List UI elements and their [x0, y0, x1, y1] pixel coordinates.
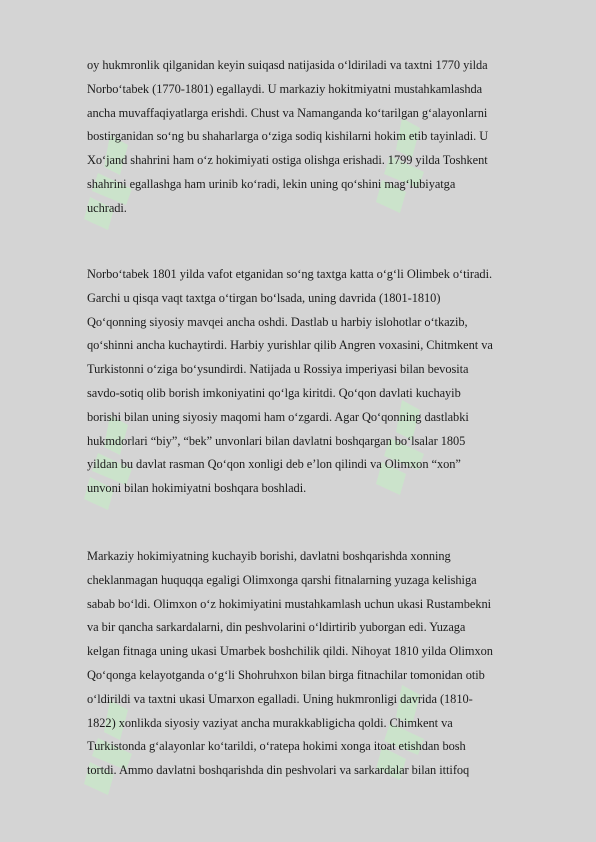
- text-line: sabab bo‘ldi. Olimxon o‘z hokimiyatini mustahkamlash uchun ukasi Rustambekni: [87, 596, 492, 611]
- text-line: oy hukmronlik qilganidan keyin suiqasd natijasida o‘ldiriladi va taxtni 1770 yilda: [87, 58, 488, 72]
- paragraph-3: [87, 545, 552, 783]
- text-line: o‘ldirildi va taxtni ukasi Umarxon egalladi. Uning hukmronligi davrida (1810-: [87, 691, 473, 706]
- text-line: savdo-sotiq olib borish imkoniyatini qo‘lga kiritdi. Qo‘qon davlati kuchayib: [87, 385, 461, 400]
- text-line: Markaziy hokimiyatning kuchayib borishi, davlatni boshqarishda xonning: [87, 549, 451, 563]
- text-line: borishi bilan uning siyosiy maqomi ham o‘zgardi. Agar Qo‘qonning dastlabki: [87, 409, 469, 424]
- text-line: Xo‘jand shahrini ham o‘z hokimiyati ostiga olishga erishadi. 1799 yilda Toshkent: [87, 153, 488, 168]
- text-line: uchradi.: [87, 200, 127, 215]
- text-line: hukmdorlari “biy”, “bek” unvonlari bilan davlatni boshqargan bo‘lsalar 1805: [87, 433, 466, 448]
- paragraph-1: [87, 54, 552, 221]
- text-line: unvoni bilan hokimiyatni boshqara boshladi.: [87, 481, 307, 496]
- text-line: tortdi. Ammo davlatni boshqarishda din peshvolari va sarkardalar bilan ittifoq: [87, 763, 470, 778]
- text-line: bostirganidan so‘ng bu shaharlarga o‘ziga sodiq kishilarni hokim etib tayinladi. U: [87, 129, 489, 144]
- paragraph-2: [87, 263, 552, 501]
- text-line: Qo‘qonning siyosiy mavqei ancha oshdi. Dastlab u harbiy islohotlar o‘tkazib,: [87, 314, 468, 329]
- text-line: Garchi u qisqa vaqt taxtga o‘tirgan bo‘lsada, uning davrida (1801-1810): [87, 290, 441, 305]
- text-line: yildan bu davlat rasman Qo‘qon xonligi deb e’lon qilindi va Olimxon “xon”: [87, 457, 461, 472]
- text-line: cheklanmagan huquqqa egaligi Olimxonga qarshi fitnalarning yuzaga kelishiga: [87, 572, 477, 587]
- text-line: Turkistonni o‘ziga bo‘ysundirdi. Natijada u Rossiya imperiyasi bilan bevosita: [87, 362, 469, 377]
- text-line: 1822) xonlikda siyosiy vaziyat ancha murakkabligicha qoldi. Chimkent va: [87, 715, 453, 730]
- text-line: kelgan fitnaga uning ukasi Umarbek boshchilik qildi. Nihoyat 1810 yilda Olimxon: [87, 644, 493, 659]
- text-line: Qo‘qonga kelayotganda o‘g‘li Shohruhxon bilan birga fitnachilar tomonidan otib: [87, 667, 485, 682]
- text-line: Norbo‘tabek (1770-1801) egallaydi. U markaziy hokitmiyatni mustahkamlashda: [87, 81, 483, 96]
- text-line: qo‘shinni ancha kuchaytirdi. Harbiy yurishlar qilib Angren voxasini, Chitmkent va: [87, 338, 493, 353]
- text-line: Norbo‘tabek 1801 yilda vafot etganidan so‘ng taxtga katta o‘g‘li Olimbek o‘tiradi.: [87, 267, 493, 281]
- text-line: shahrini egallashga ham urinib ko‘radi, lekin uning qo‘shini mag‘lubiyatga: [87, 176, 456, 191]
- text-line: ancha muvaffaqiyatlarga erishdi. Chust va Namanganda ko‘tarilgan g‘alayonlarni: [87, 105, 488, 120]
- text-line: va bir qancha sarkardalarni, din peshvolarini o‘ldirtirib yuborgan edi. Yuzaga: [87, 620, 466, 635]
- text-line: Turkistonda g‘alayonlar ko‘tarildi, o‘ratepa hokimi xonga itoat etishdan bosh: [87, 739, 466, 754]
